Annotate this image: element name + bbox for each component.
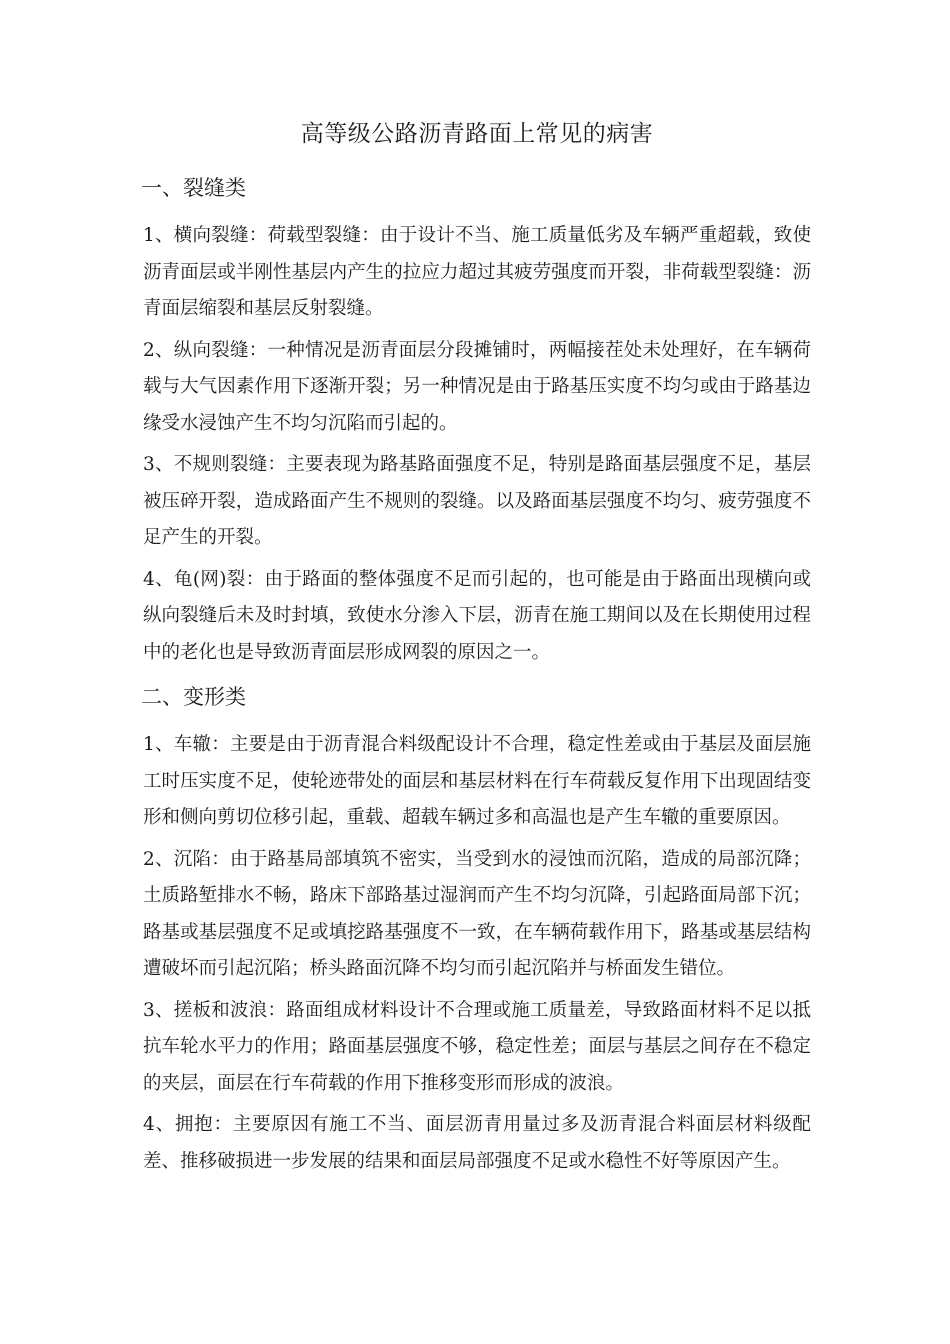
paragraph: 1、横向裂缝：荷载型裂缝：由于设计不当、施工质量低劣及车辆严重超载，致使沥青面层或半刚性基层内产生的拉应力超过其疲劳强度而开裂，非荷载型裂缝：沥青面层缩裂和基层反射裂缝。 xyxy=(143,225,811,319)
section-cracks xyxy=(143,170,811,671)
paragraph: 3、不规则裂缝：主要表现为路基路面强度不足，特别是路面基层强度不足，基层被压碎开裂，造成路面产生不规则的裂缝。以及路面基层强度不均匀、疲劳强度不足产生的开裂。 xyxy=(143,454,811,548)
document-page xyxy=(143,116,811,1185)
paragraph: 3、搓板和波浪：路面组成材料设计不合理或施工质量差，导致路面材料不足以抵抗车轮水平力的作用；路面基层强度不够，稳定性差；面层与基层之间存在不稳定的夹层，面层在行车荷载的作用下推移变形而形成的波浪。 xyxy=(143,999,811,1094)
section-deformation xyxy=(143,679,811,1180)
section-heading: 二、变形类 xyxy=(141,685,246,709)
document-title: 高等级公路沥青路面上常见的病害 xyxy=(300,121,654,147)
paragraph: 4、龟(网)裂：由于路面的整体强度不足而引起的，也可能是由于路面出现横向或纵向裂缝后未及时封填，致使水分渗入下层，沥青在施工期间以及在长期使用过程中的老化也是导致沥青面层形成网裂的原因之一。 xyxy=(143,568,811,663)
paragraph: 2、沉陷：由于路基局部填筑不密实，当受到水的浸蚀而沉陷，造成的局部沉降；土质路堑排水不畅，路床下部路基过湿润而产生不均匀沉降，引起路面局部下沉；路基或基层强度不足或填挖路基强度不一致，在车辆荷载作用下，路基或基层结构遭破坏而引起沉陷；桥头路面沉降不均匀而引起沉陷并与桥面发生错位。 xyxy=(143,848,811,979)
paragraph: 4、拥抱：主要原因有施工不当、面层沥青用量过多及沥青混合料面层材料级配差、推移破损进一步发展的结果和面层局部强度不足或水稳性不好等原因产生。 xyxy=(143,1114,811,1172)
paragraph: 1、车辙：主要是由于沥青混合料级配设计不合理，稳定性差或由于基层及面层施工时压实度不足，使轮迹带处的面层和基层材料在行车荷载反复作用下出现固结变形和侧向剪切位移引起，重载、超载车辆过多和高温也是产生车辙的重要原因。 xyxy=(143,734,811,828)
section-heading: 一、裂缝类 xyxy=(141,176,246,200)
paragraph: 2、纵向裂缝：一种情况是沥青面层分段摊铺时，两幅接茬处未处理好，在车辆荷载与大气因素作用下逐渐开裂；另一种情况是由于路基压实度不均匀或由于路基边缘受水浸蚀产生不均匀沉陷而引起的。 xyxy=(143,339,811,434)
